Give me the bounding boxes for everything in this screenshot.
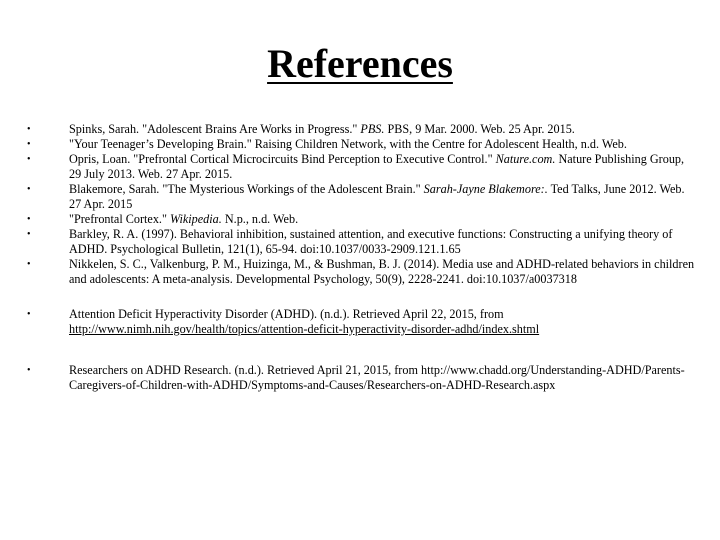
reference-opris [27,152,695,182]
reference-text: "Prefrontal Cortex." Wikipedia. N.p., n.d. Web. [69,212,299,226]
nimh-link[interactable]: http://www.nimh.nih.gov/health/topics/attention-deficit-hyperactivity-disorder-adhd/index.shtml [69,322,540,336]
bullet-icon: • [27,365,31,376]
bullet-icon: • [27,259,31,270]
reference-chadd [27,363,695,393]
bullet-icon: • [27,154,31,165]
bullet-icon: • [27,184,31,195]
reference-teenager-brain [27,137,695,152]
page-title: References [267,41,453,86]
reference-barkley [27,227,695,257]
bullet-icon: • [27,124,31,135]
reference-list [27,122,695,393]
reference-text: Barkley, R. A. (1997). Behavioral inhibition, sustained attention, and executive functions: Constructing a unifying theory of ADHD. Psychological Bulletin, 121(1), 65-94. doi:10.1037/0033-2909.121.1.65 [69,227,673,256]
reference-text: Blakemore, Sarah. "The Mysterious Workings of the Adolescent Brain." Sarah-Jayne Blakemore:. Ted Talks, June 2012. Web. 27 Apr. 2015 [69,182,685,211]
bullet-icon: • [27,309,31,320]
reference-text: Opris, Loan. "Prefrontal Cortical Microcircuits Bind Perception to Executive Control." Nature.com. Nature Publishing Group, 29 July 2013. Web. 27 Apr. 2015. [69,152,685,181]
bullet-icon: • [27,139,31,150]
bullet-icon: • [27,229,31,240]
reference-nikkelen [27,257,695,287]
bullet-icon: • [27,214,31,225]
reference-text: "Your Teenager’s Developing Brain." Raising Children Network, with the Centre for Adolescent Health, n.d. Web. [69,137,627,151]
reference-blakemore [27,182,695,212]
reference-spinks [27,122,695,137]
reference-text: Spinks, Sarah. "Adolescent Brains Are Works in Progress." PBS. PBS, 9 Mar. 2000. Web. 25 Apr. 2015. [69,122,575,136]
reference-nimh [27,307,695,337]
reference-text: Researchers on ADHD Research. (n.d.). Retrieved April 21, 2015, from http://www.chadd.org/Understanding-ADHD/Parents-Caregivers-of-Children-with-ADHD/Symptoms-and-Causes/Researchers-on-ADHD-Research.aspx [69,363,685,392]
reference-text: Attention Deficit Hyperactivity Disorder (ADHD). (n.d.). Retrieved April 22, 2015, from http://www.nimh.nih.gov/health/topics/attention-deficit-hyperactivity-disorder-adhd/index.shtml [69,307,540,336]
reference-wikipedia [27,212,695,227]
reference-text: Nikkelen, S. C., Valkenburg, P. M., Huizinga, M., & Bushman, B. J. (2014). Media use and ADHD-related behaviors in children and adolescents: A meta-analysis. Developmental Psychology, 50(9), 2228-2241. doi:10.1037/a0037318 [69,257,695,286]
